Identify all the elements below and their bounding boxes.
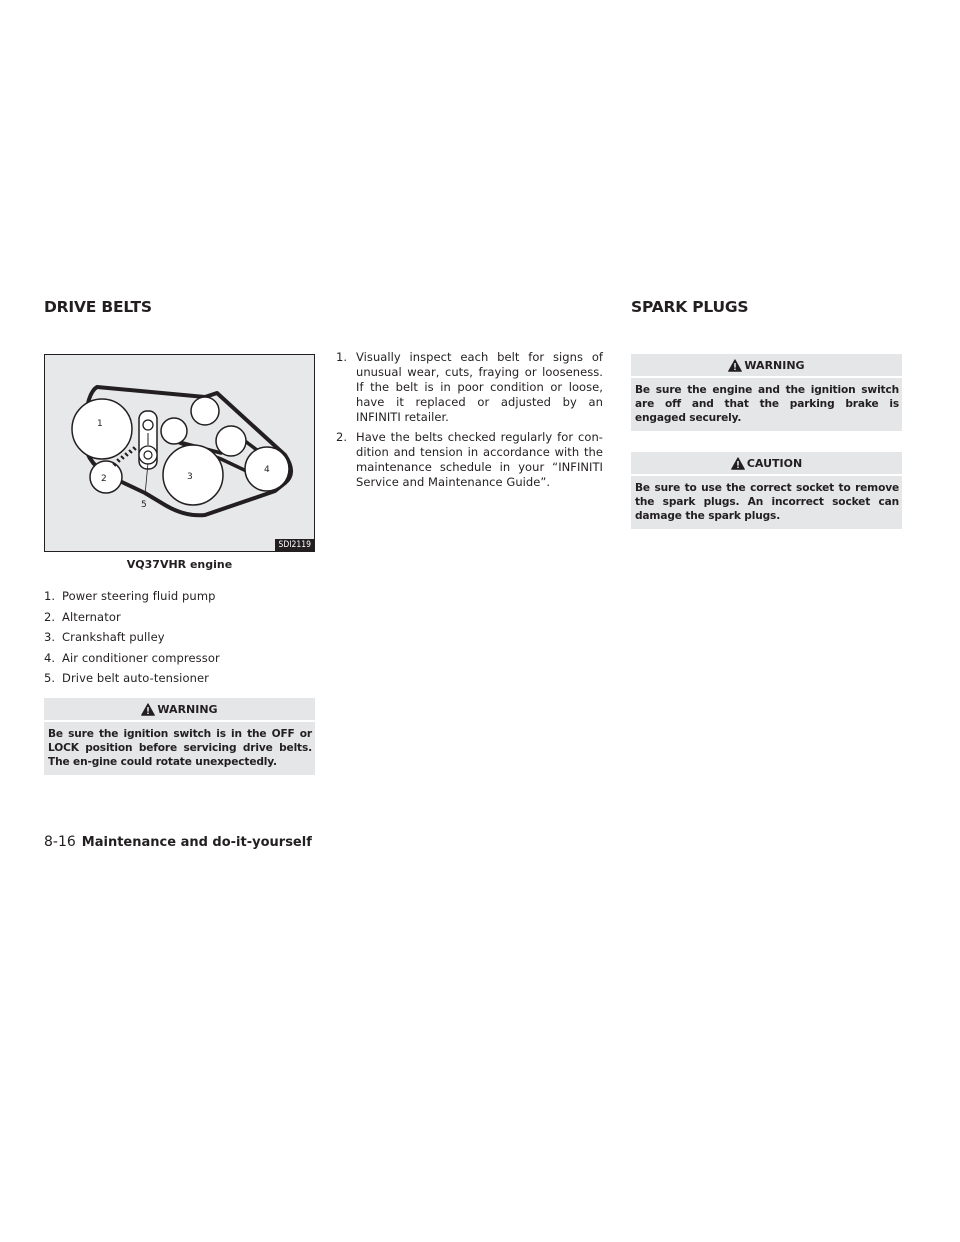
spark-plug-caution-box — [631, 452, 902, 529]
list-item: 2. Alternator — [44, 609, 121, 624]
drive-belts-title: DRIVE BELTS — [44, 298, 152, 316]
label-2: 2 — [101, 474, 107, 484]
list-item: 3. Crankshaft pulley — [44, 630, 165, 644]
pulley-1 — [72, 399, 132, 459]
list-item: 4. Air conditioner compressor — [44, 650, 220, 665]
label-1: 1 — [97, 419, 103, 429]
figure-caption: VQ37VHR engine — [126, 558, 233, 571]
warning-header: WARNING — [631, 354, 902, 378]
auto-tensioner — [139, 411, 157, 469]
idler-pulley-mid — [161, 418, 187, 444]
caution-triangle-icon — [731, 457, 745, 470]
warning-text: Be sure the ignition switch is in the OFF or LOCK position before servicing drive belts. The en-gine could rotate unexpectedly. — [48, 728, 312, 768]
chapter-title: Maintenance and do-it-yourself — [81, 835, 312, 850]
list-item: 1. Power steering fluid pump — [44, 589, 216, 603]
page-number: 8-16 — [44, 834, 76, 850]
parts-list — [44, 589, 315, 692]
caution-header: CAUTION — [631, 452, 902, 476]
spark-plug-warning-box — [631, 354, 902, 431]
inspection-steps — [328, 350, 603, 495]
list-item: 1. Visually inspect each belt for signs of unusual wear, cuts, fraying or looseness. If the belt is in poor condition or loose, have it replaced or adjusted by an INFINITI retailer. — [336, 350, 603, 424]
idler-pulley-top — [191, 397, 219, 425]
warning-text: Be sure the engine and the ignition switch are off and that the parking brake is engaged securely. — [635, 384, 899, 424]
list-item: 2. Have the belts checked regularly for con-dition and tension in accordance with the maintenance schedule in your “INFINITI Service and Maintenance Guide”. — [336, 430, 603, 489]
list-item: 5. Drive belt auto-tensioner — [44, 671, 209, 685]
drive-belt-warning-box — [44, 698, 315, 775]
spark-plugs-title: SPARK PLUGS — [631, 298, 749, 316]
warning-header: WARNING — [44, 698, 315, 722]
figure-code: SDI2119 — [275, 539, 314, 551]
label-4: 4 — [264, 465, 270, 475]
pulley-3 — [163, 445, 223, 505]
drive-belt-diagram — [44, 354, 315, 552]
label-3: 3 — [187, 472, 193, 482]
page-footer — [44, 834, 312, 850]
label-5: 5 — [141, 500, 147, 510]
idler-pulley-right — [216, 426, 246, 456]
belt-routing-illustration — [45, 355, 314, 551]
warning-triangle-icon — [728, 359, 742, 372]
warning-triangle-icon — [141, 703, 155, 716]
caution-text: Be sure to use the correct socket to remove the spark plugs. An incorrect socket can damage the spark plugs. — [635, 482, 899, 522]
